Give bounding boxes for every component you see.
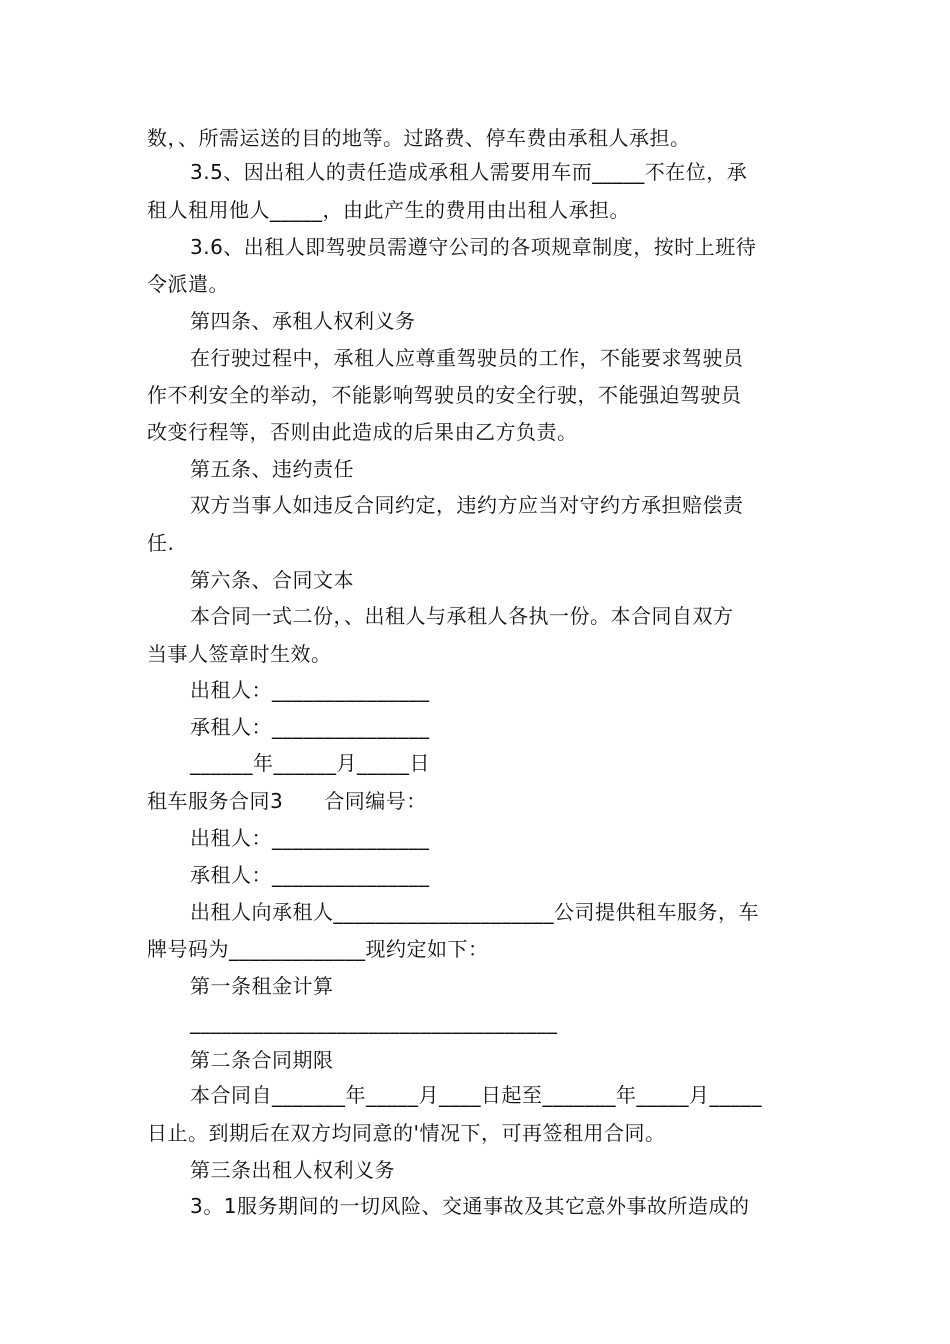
text-line: 任. — [147, 531, 175, 555]
text-line: 日止。到期后在双方均同意的'情况下，可再签租用合同。 — [147, 1121, 666, 1145]
text-line: 在行驶过程中，承租人应尊重驾驶员的工作，不能要求驾驶员 — [190, 346, 744, 370]
signature-lessor: 出租人：_______________ — [190, 678, 430, 702]
clause-3-5: 3.5、因出租人的责任造成承租人需要用车而_____不在位，承 — [190, 160, 748, 184]
clause-3-6: 3.6、出租人即驾驶员需遵守公司的各项规章制度，按时上班待 — [190, 235, 757, 259]
section-heading: 第一条租金计算 — [190, 974, 334, 998]
text-line: 令派遣。 — [147, 272, 229, 296]
signature-lessee: 承租人：_______________ — [190, 715, 430, 739]
text-line: 本合同一式二份，、出租人与承租人各执一份。本合同自双方 — [190, 604, 734, 628]
text-line: 3。1服务期间的一切风险、交通事故及其它意外事故所造成的 — [190, 1194, 750, 1218]
text-line: 租人租用他人_____，由此产生的费用由出租人承担。 — [147, 198, 630, 222]
blank-line: ___________________________________ — [190, 1010, 558, 1034]
text-line: 作不利安全的举动，不能影响驾驶员的安全行驶，不能强迫驾驶员 — [147, 383, 742, 407]
contract-title: 租车服务合同3 合同编号： — [147, 789, 427, 813]
lessor-line: 出租人：_______________ — [190, 826, 430, 850]
text-line: 出租人向承租人_____________________公司提供租车服务，车 — [190, 900, 759, 924]
section-heading: 第二条合同期限 — [190, 1048, 334, 1072]
section-heading: 第六条、合同文本 — [190, 568, 354, 592]
lessee-line: 承租人：_______________ — [190, 863, 430, 887]
section-heading: 第三条出租人权利义务 — [190, 1158, 395, 1182]
date-line: ______年______月_____日 — [190, 751, 430, 775]
text-line: 当事人签章时生效。 — [147, 642, 332, 666]
text-line: 改变行程等，否则由此造成的后果由乙方负责。 — [147, 420, 578, 444]
text-line: 牌号码为_____________现约定如下： — [147, 937, 489, 961]
text-line: 数，、所需运送的目的地等。过路费、停车费由承租人承担。 — [147, 126, 691, 150]
section-heading: 第四条、承租人权利义务 — [190, 309, 416, 333]
section-heading: 第五条、违约责任 — [190, 457, 354, 481]
text-line: 双方当事人如违反合同约定，违约方应当对守约方承担赔偿责 — [190, 493, 744, 517]
text-line: 本合同自_______年_____月____日起至_______年_____月_____ — [190, 1083, 762, 1107]
